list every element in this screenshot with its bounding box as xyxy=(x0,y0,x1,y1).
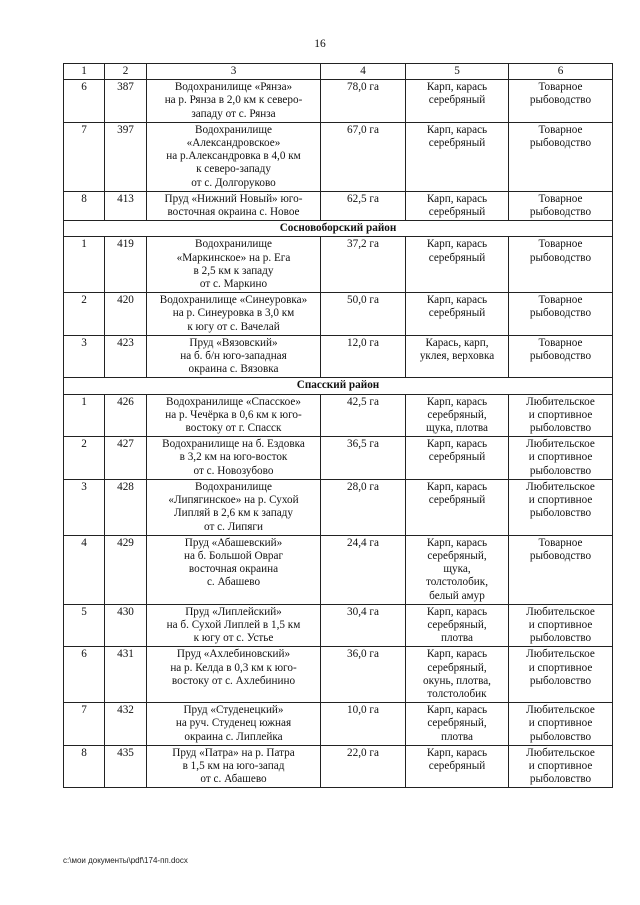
fish-species-line: серебряный xyxy=(428,206,486,219)
fish-species-line: Карп, карась xyxy=(426,395,488,408)
fish-species-line: окунь, плотва, xyxy=(423,674,491,687)
usage-type xyxy=(509,191,613,220)
usage-type xyxy=(509,394,613,437)
fish-species-line: Карп, карась xyxy=(426,123,488,136)
fish-species-line: Карп, карась xyxy=(426,746,488,759)
water-body-name-line: на р. Чечёрка в 0,6 км к юго- xyxy=(165,408,302,421)
water-body-name xyxy=(147,437,321,480)
usage-type-line: Товарное xyxy=(538,192,583,205)
row-number: 8 xyxy=(64,191,105,220)
section-row xyxy=(64,378,613,394)
usage-type xyxy=(509,335,613,378)
water-body-name-line: в 2,5 км к западу xyxy=(193,264,274,277)
water-body-name-line: в 3,2 км на юго-восток xyxy=(179,451,288,464)
water-body-name xyxy=(147,394,321,437)
fish-species xyxy=(406,122,509,191)
water-body-name xyxy=(147,647,321,703)
usage-type-line: рыболовство xyxy=(529,507,592,520)
row-number: 5 xyxy=(64,604,105,647)
usage-type-line: рыбоводство xyxy=(529,350,592,363)
table-row xyxy=(64,437,613,480)
area-value: 50,0 га xyxy=(321,293,406,336)
row-number: 7 xyxy=(64,703,105,746)
header-row xyxy=(64,64,613,80)
water-body-name-line: к югу от с. Вачелай xyxy=(187,320,280,333)
fish-species-line: Карп, карась xyxy=(426,648,488,661)
water-body-name-line: восточная окраина с. Новое xyxy=(167,206,300,219)
row-number: 2 xyxy=(64,293,105,336)
fish-species-line: Карп, карась xyxy=(426,605,488,618)
water-body-name-line: Пруд «Абашевский» xyxy=(184,536,283,549)
fish-species-line: Карп, карась xyxy=(426,81,488,94)
table-row xyxy=(64,535,613,604)
water-body-name-line: Водохранилище xyxy=(194,480,273,493)
registry-number: 420 xyxy=(105,293,147,336)
column-header-5: 5 xyxy=(406,64,509,80)
water-body-name-line: в 1,5 км на юго-запад xyxy=(182,759,285,772)
usage-type-line: Любительское xyxy=(526,395,595,408)
fish-species-line: серебряный xyxy=(428,759,486,772)
usage-type-line: рыбоводство xyxy=(529,206,592,219)
usage-type-line: Любительское xyxy=(526,605,595,618)
fish-species-line: белый амур xyxy=(429,589,485,602)
water-body-name-line: Водохранилище xyxy=(194,123,273,136)
fish-species-line: толстолобик, xyxy=(425,576,488,589)
fish-species xyxy=(406,647,509,703)
area-value: 36,0 га xyxy=(321,647,406,703)
water-body-name-line: на б. Сухой Липлей в 1,5 км xyxy=(166,618,301,631)
district-title: Спасский район xyxy=(64,378,613,394)
column-header-6: 6 xyxy=(509,64,613,80)
water-body-name-line: от с. Абашево xyxy=(200,773,267,786)
water-body-name-line: на р. Рянза в 2,0 км к северо- xyxy=(164,94,303,107)
water-body-name-line: Пруд «Вязовский» xyxy=(189,336,278,349)
registry-number: 428 xyxy=(105,479,147,535)
fish-species xyxy=(406,293,509,336)
water-body-name-line: к северо-западу xyxy=(196,163,271,176)
water-body-name-line: восточная окраина xyxy=(188,563,279,576)
water-body-name xyxy=(147,479,321,535)
usage-type-line: рыболовство xyxy=(529,464,592,477)
table-row xyxy=(64,122,613,191)
usage-type-line: рыбоводство xyxy=(529,549,592,562)
fish-species-line: плотва xyxy=(440,632,473,645)
water-body-name-line: Липляй в 2,6 км к западу xyxy=(174,507,293,520)
water-body-name-line: от с. Новозубово xyxy=(193,464,274,477)
water-body-name-line: Пруд «Нижний Новый» юго- xyxy=(164,192,303,205)
registry-number: 430 xyxy=(105,604,147,647)
table-row xyxy=(64,237,613,293)
fish-species-line: Карп, карась xyxy=(426,294,488,307)
fish-species-line: щука, плотва xyxy=(425,422,489,435)
fish-species-line: серебряный xyxy=(428,494,486,507)
water-body-name-line: к югу от с. Устье xyxy=(193,632,274,645)
water-body-name-line: востоку от г. Спасск xyxy=(185,422,282,435)
registry-number: 426 xyxy=(105,394,147,437)
table-row xyxy=(64,191,613,220)
water-body-name-line: Пруд «Липлейский» xyxy=(185,605,282,618)
usage-type xyxy=(509,535,613,604)
water-body-name-line: от с. Липяги xyxy=(204,520,263,533)
usage-type xyxy=(509,647,613,703)
area-value: 24,4 га xyxy=(321,535,406,604)
fish-species-line: Карп, карась xyxy=(426,238,488,251)
area-value: 62,5 га xyxy=(321,191,406,220)
registry-number: 423 xyxy=(105,335,147,378)
row-number: 6 xyxy=(64,647,105,703)
usage-type-line: Товарное xyxy=(538,336,583,349)
water-body-name-line: на руч. Студенец южная xyxy=(175,717,292,730)
table-row xyxy=(64,293,613,336)
area-value: 22,0 га xyxy=(321,745,406,788)
row-number: 1 xyxy=(64,237,105,293)
fish-species xyxy=(406,437,509,480)
fish-species-line: серебряный xyxy=(428,251,486,264)
water-body-name xyxy=(147,191,321,220)
usage-type-line: и спортивное xyxy=(528,494,593,507)
usage-type-line: Товарное xyxy=(538,294,583,307)
row-number: 8 xyxy=(64,745,105,788)
column-header-4: 4 xyxy=(321,64,406,80)
fish-species xyxy=(406,535,509,604)
column-header-1: 1 xyxy=(64,64,105,80)
fish-species-line: серебряный xyxy=(428,451,486,464)
table-row xyxy=(64,394,613,437)
row-number: 1 xyxy=(64,394,105,437)
area-value: 37,2 га xyxy=(321,237,406,293)
water-body-name-line: на р. Синеуровка в 3,0 км xyxy=(172,307,295,320)
water-body-name-line: Водохранилище «Синеуровка» xyxy=(159,294,308,307)
fish-species-line: серебряный, xyxy=(427,408,487,421)
registry-number: 429 xyxy=(105,535,147,604)
fish-species-line: уклея, верховка xyxy=(419,350,495,363)
water-body-name xyxy=(147,237,321,293)
water-body-name-line: Пруд «Студенецкий» xyxy=(183,704,284,717)
area-value: 30,4 га xyxy=(321,604,406,647)
water-body-name xyxy=(147,293,321,336)
fish-species-line: Карп, карась xyxy=(426,192,488,205)
fish-species-line: серебряный xyxy=(428,94,486,107)
water-body-name-line: «Липягинское» на р. Сухой xyxy=(168,494,299,507)
table-row xyxy=(64,479,613,535)
fish-species xyxy=(406,191,509,220)
water-body-name-line: Водохранилище «Спасское» xyxy=(166,395,301,408)
usage-type-line: и спортивное xyxy=(528,618,593,631)
usage-type-line: рыболовство xyxy=(529,422,592,435)
water-body-name xyxy=(147,745,321,788)
water-body-name-line: на б. б/н юго-западная xyxy=(180,350,287,363)
fish-species-line: плотва xyxy=(440,730,473,743)
fish-species xyxy=(406,604,509,647)
fish-species-line: серебряный xyxy=(428,307,486,320)
registry-number: 432 xyxy=(105,703,147,746)
registry-number: 397 xyxy=(105,122,147,191)
usage-type-line: Любительское xyxy=(526,704,595,717)
fish-species-line: толстолобик xyxy=(427,687,487,700)
usage-type-line: и спортивное xyxy=(528,759,593,772)
water-body-name xyxy=(147,604,321,647)
area-value: 78,0 га xyxy=(321,80,406,123)
water-body-name xyxy=(147,335,321,378)
area-value: 10,0 га xyxy=(321,703,406,746)
registry-number: 419 xyxy=(105,237,147,293)
row-number: 3 xyxy=(64,479,105,535)
water-body-name-line: на р. Келда в 0,3 км к юго- xyxy=(170,661,297,674)
usage-type-line: рыболовство xyxy=(529,730,592,743)
usage-type-line: рыбоводство xyxy=(529,94,592,107)
district-title: Сосновоборский район xyxy=(64,221,613,237)
fish-species-line: Карась, карп, xyxy=(425,336,489,349)
fish-species-line: щука, xyxy=(443,563,471,576)
water-body-name-line: «Александровское» xyxy=(186,137,281,150)
fish-species xyxy=(406,237,509,293)
area-value: 28,0 га xyxy=(321,479,406,535)
water-body-name xyxy=(147,703,321,746)
water-body-name-line: от с. Долгоруково xyxy=(191,176,276,189)
area-value: 42,5 га xyxy=(321,394,406,437)
fish-species xyxy=(406,80,509,123)
column-header-3: 3 xyxy=(147,64,321,80)
usage-type-line: и спортивное xyxy=(528,408,593,421)
usage-type-line: Любительское xyxy=(526,480,595,493)
row-number: 4 xyxy=(64,535,105,604)
usage-type-line: рыбоводство xyxy=(529,307,592,320)
fish-species-line: Карп, карась xyxy=(426,438,488,451)
area-value: 67,0 га xyxy=(321,122,406,191)
registry-number: 431 xyxy=(105,647,147,703)
usage-type-line: рыболовство xyxy=(529,773,592,786)
water-body-name-line: Пруд «Патра» на р. Патра xyxy=(172,746,295,759)
usage-type-line: рыбоводство xyxy=(529,137,592,150)
water-bodies-table xyxy=(63,63,613,788)
water-body-name-line: с. Абашево xyxy=(206,576,261,589)
table-row xyxy=(64,335,613,378)
row-number: 2 xyxy=(64,437,105,480)
table-row xyxy=(64,745,613,788)
usage-type-line: Товарное xyxy=(538,238,583,251)
section-row xyxy=(64,221,613,237)
fish-species-line: серебряный, xyxy=(427,618,487,631)
water-body-name-line: Водохранилище на б. Ездовка xyxy=(162,438,305,451)
water-body-name-line: западу от с. Рянза xyxy=(191,107,276,120)
usage-type xyxy=(509,80,613,123)
usage-type-line: Товарное xyxy=(538,81,583,94)
table-row xyxy=(64,703,613,746)
fish-species xyxy=(406,745,509,788)
area-value: 12,0 га xyxy=(321,335,406,378)
usage-type-line: рыболовство xyxy=(529,632,592,645)
fish-species-line: серебряный xyxy=(428,137,486,150)
water-body-name-line: Водохранилище «Рянза» xyxy=(174,81,293,94)
fish-species-line: Карп, карась xyxy=(426,536,488,549)
usage-type-line: рыбоводство xyxy=(529,251,592,264)
usage-type xyxy=(509,479,613,535)
row-number: 6 xyxy=(64,80,105,123)
table-row xyxy=(64,80,613,123)
registry-number: 387 xyxy=(105,80,147,123)
usage-type xyxy=(509,745,613,788)
fish-species-line: Карп, карась xyxy=(426,480,488,493)
fish-species xyxy=(406,479,509,535)
water-body-name-line: на р.Александровка в 4,0 км xyxy=(166,150,301,163)
water-body-name-line: востоку от с. Ахлебинино xyxy=(171,674,296,687)
usage-type-line: Товарное xyxy=(538,123,583,136)
water-body-name xyxy=(147,535,321,604)
usage-type-line: и спортивное xyxy=(528,717,593,730)
usage-type-line: Любительское xyxy=(526,746,595,759)
fish-species xyxy=(406,703,509,746)
usage-type-line: Любительское xyxy=(526,438,595,451)
fish-species-line: серебряный, xyxy=(427,717,487,730)
row-number: 3 xyxy=(64,335,105,378)
usage-type xyxy=(509,604,613,647)
water-body-name-line: Пруд «Ахлебиновский» xyxy=(176,648,291,661)
water-body-name-line: окраина с. Липлейка xyxy=(184,730,283,743)
registry-number: 435 xyxy=(105,745,147,788)
area-value: 36,5 га xyxy=(321,437,406,480)
water-body-name-line: Водохранилище xyxy=(194,238,273,251)
fish-species-line: Карп, карась xyxy=(426,704,488,717)
registry-number: 413 xyxy=(105,191,147,220)
column-header-2: 2 xyxy=(105,64,147,80)
table-row xyxy=(64,647,613,703)
usage-type xyxy=(509,437,613,480)
registry-number: 427 xyxy=(105,437,147,480)
usage-type xyxy=(509,293,613,336)
water-body-name-line: от с. Маркино xyxy=(199,278,268,291)
water-body-name-line: «Маркинское» на р. Ега xyxy=(176,251,291,264)
water-body-name-line: на б. Большой Овраг xyxy=(183,549,284,562)
usage-type xyxy=(509,237,613,293)
fish-species xyxy=(406,335,509,378)
table-row xyxy=(64,604,613,647)
water-body-name-line: окраина с. Вязовка xyxy=(188,363,279,376)
page-number: 16 xyxy=(314,38,326,50)
fish-species-line: серебряный, xyxy=(427,549,487,562)
fish-species xyxy=(406,394,509,437)
document-file-path: c:\мои документы\pdf\174-пп.docx xyxy=(63,856,188,865)
usage-type xyxy=(509,703,613,746)
usage-type-line: и спортивное xyxy=(528,451,593,464)
water-body-name xyxy=(147,122,321,191)
water-body-name xyxy=(147,80,321,123)
fish-species-line: серебряный, xyxy=(427,661,487,674)
usage-type xyxy=(509,122,613,191)
table-body xyxy=(64,64,613,788)
usage-type-line: Товарное xyxy=(538,536,583,549)
row-number: 7 xyxy=(64,122,105,191)
usage-type-line: и спортивное xyxy=(528,661,593,674)
usage-type-line: Любительское xyxy=(526,648,595,661)
usage-type-line: рыболовство xyxy=(529,674,592,687)
